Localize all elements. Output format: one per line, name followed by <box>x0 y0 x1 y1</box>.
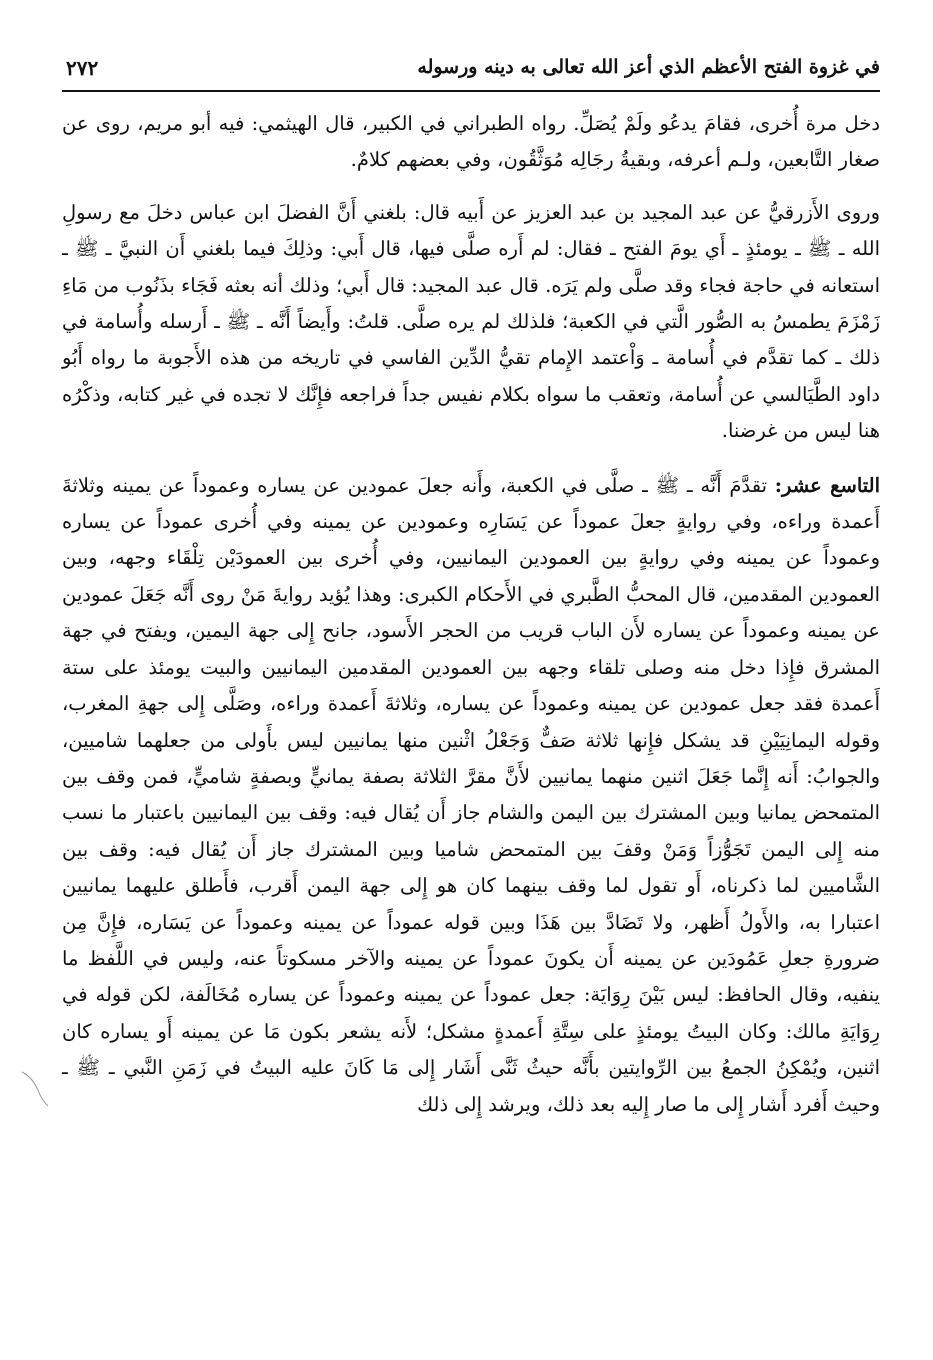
paragraph-1-text: دخل مرة أُخرى، فقامَ يدعُو ولَمْ يُصَلِّ. رواه الطبراني في الكبير، قال الهيثمي: فيه أبو مريم، روى عن صغار التَّابعين، ولـم أعرفه، وبقيةُ رجَالِه مُوَثَّقُون، وفي بعضهم كلامٌ. <box>62 112 880 172</box>
paragraph-3-text: تقدَّمَ أَنَّه ـ ﷺ ـ صلَّى في الكعبة، وأَنه جعلَ عمودين عن يساره وعموداً عن يمينه وثلاثةَ أَعمدة وراءه، وفي روايةٍ جعلَ عموداً عن يَسَارِه وعمودين عن يمينه وفي أُخرى عموداً عن يساره وعموداً عن يمينه وفي روايةٍ بين العمودين اليمانيين، وفي أُخرى بين العمودَيْن تِلْقَاء وجهه، وبين العمودين المقدمين، قال المحبُّ الطَّبري في الأَحكام الكبرى: وهذا يُؤيد روايةَ مَنْ روى أَنَّه جَعَلَ عمودين عن يمينه وعموداً عن يساره لأَن الباب قريب من الحجر الأَسود، جانح إِلى جهة اليمين، ويفتح في جهة المشرق فإِذا دخل منه وصلى تلقاء وجهه بين العمودين المقدمين اليمانيين والبيت يومئذ على ستة أَعمدة فقد جعل عمودين عن يمينه وعموداً عن يساره، وثلاثةَ أَعمدة وراءه، وصَلَّى إِلى جهةِ المغرب، وقوله اليمانِيَيْنِ قد يشكل فإِنها ثلاثة صَفٌّ وَجَعْلُ اثْنين منها يمانيين ليس بأَولى من جعلهما شاميين، والجوابُ: أَنه إِنَّما جَعَلَ اثنين منهما يمانيين لأَنَّ مقرَّ الثلاثة بصفة يمانيٍّ وبصفةٍ شاميٍّ، فمن وقف بين المتمحض يمانيا وبين المشترك بين اليمن والشام جاز أَن يُقال فيه: وقف بين اليمانيين باعتبار ما نسب منه إِلى اليمن تَجَوُّزاً وَمَنْ وقفَ بين المتمحض شاميا وبين المشترك جاز أَن يُقال فيه: وقف بين الشَّاميين لما ذكرناه، أَو تقول لما وقف بينهما كان هو إِلى جهة اليمن أَقرب، فأَطلق عليهما يمانيين اعتبارا به، والأَولُ أَظهر، ولا تَضَادَّ بين هَذَا وبين قوله عموداً عن يمينه وعموداً عن يَسَاره، فإِنَّ مِن ضرورةِ جعلِ عَمُودَين عن يمينه أَن يكونَ عموداً عن يمينه والآخر مسكوتاً عنه، وليس في اللَّفظ ما ينفيه، وقال الحافظ: ليس بَيْنَ رِوَايَة: جعل عموداً عن يمينه وعموداً عن يساره مُخَالَفة، لكن قوله في رِوَايَةِ مالك: وكان البيتُ يومئذٍ على سِتَّةِ أَعمدةٍ مشكل؛ لأَنه يشعر بكون مَا عن يمينه أَو يساره كان اثنين، ويُمْكِنُ الجمعُ بين الرِّوايتين بأَنَّه حيثُ ثَنَّى أَشَار إِلى مَا كَانَ عليه البيتُ في زَمَنِ النَّبي ـ ﷺ ـ وحيث أَفرد أَشار إِلى ما صار إِليه بعد ذلك، ويرشد إِلى ذلك <box>62 473 880 1116</box>
paragraph-3-lead: التاسع عشر: <box>774 473 881 497</box>
paragraph-3 <box>62 468 880 1123</box>
body-text <box>62 106 880 1123</box>
header-title: في غزوة الفتح الأعظم الذي أعز الله تعالى به دينه ورسوله <box>417 56 880 78</box>
paragraph-2 <box>62 195 880 450</box>
document-page <box>62 52 880 1141</box>
running-header <box>62 52 880 92</box>
page-number: ٢٧٢ <box>66 56 99 80</box>
paragraph-1 <box>62 106 880 179</box>
paragraph-2-text: وروى الأَزرقيُّ عن عبد المجيد بن عبد العزيز عن أَبيه قال: بلغني أَنَّ الفضلَ ابن عباس دخلَ مع رسولِ الله ـ ﷺ ـ يومئذٍ ـ أَي يومَ الفتح ـ فقال: لم أَره صلَّى فيها، قال أَبي: وذلِكَ فيما بلغني أَن النبيَّ ـ ﷺ ـ استعانه في حاجة فجاء وقد صلَّى ولم يَرَه. قال عبد المجيد: قال أَبي؛ وذلك أنه بعثه فَجَاء بذَنُوب من مَاءِ زَمْزَمَ يطمسُ به الصُّور الَّتي في الكعبة؛ فلذلك لم يره صلَّى. قلتُ: وأَيضاً أَنَّه ـ ﷺ ـ أَرسله وأُسامة في ذلك ـ كما تقدَّم في أُسامة ـ وَاْعتمد الإِمام تقيُّ الدِّين الفاسي في تاريخه من هذه الأَجوبة ما رواه أَبُو داود الطَّيَالسي عن أُسامة، وتعقب ما سواه بكلام نفيس جداً فراجعه فإِنَّك لا تجده في غير كتابه، وذكْرُه هنا ليس من غرضنا. <box>62 200 880 443</box>
margin-scan-mark <box>20 1068 50 1108</box>
